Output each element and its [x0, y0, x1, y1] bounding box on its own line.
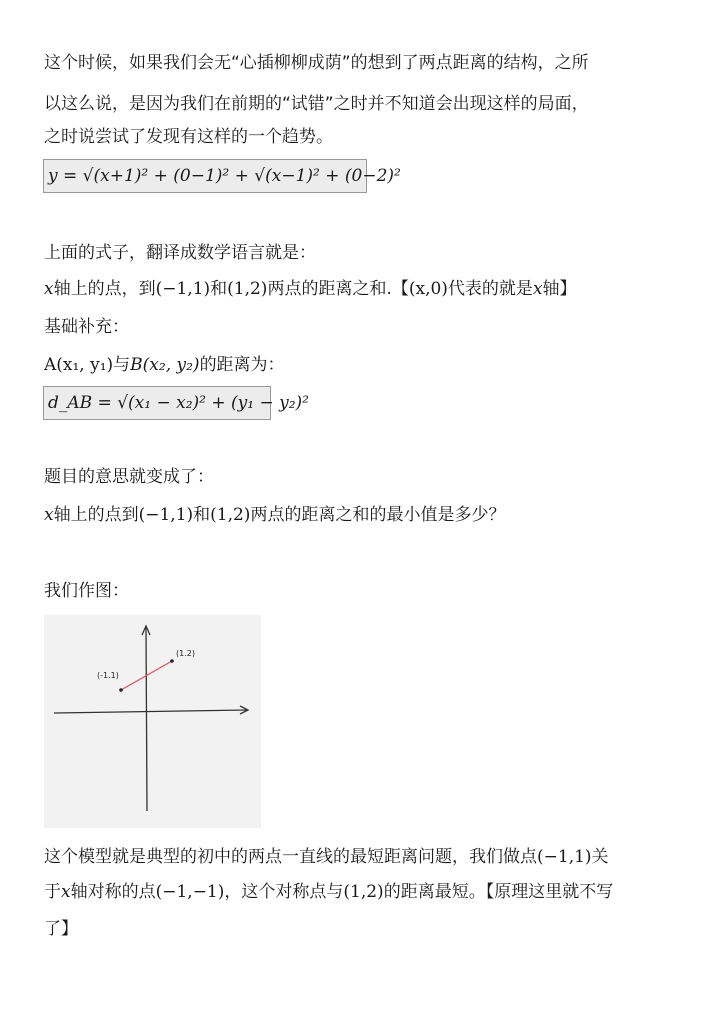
- text-span: ，这个对称点与: [224, 882, 344, 902]
- text-span: 和: [210, 279, 228, 299]
- text-span: 轴上的点到: [53, 505, 139, 525]
- math-x: x: [44, 279, 54, 299]
- formula-distance: [43, 386, 309, 420]
- math-point: (−1,1): [138, 505, 194, 525]
- text-span: 关: [591, 847, 609, 867]
- point-b: [170, 659, 174, 663]
- hand-drawn-graph: [44, 615, 261, 828]
- graph-svg: [44, 615, 261, 828]
- math-point-a: A(x₁, y₁): [44, 355, 114, 375]
- math-point: (1,2): [227, 279, 268, 299]
- text-span: 于: [44, 882, 61, 902]
- text-line: 这个时候，如果我们会无“心插柳柳成荫”的想到了两点距离的结构，之所: [44, 53, 589, 73]
- text-line: 之时说尝试了发现有这样的一个趋势。: [44, 127, 333, 147]
- math-x: x: [61, 882, 71, 902]
- text-span: 两点的距离之和的最小值是多少？: [250, 505, 506, 525]
- formula-distance-sum: [43, 159, 401, 193]
- point-a: [119, 688, 123, 692]
- text-line: [44, 500, 505, 531]
- math-point-b: B(x₂, y₂): [130, 355, 200, 375]
- text-line: [44, 350, 285, 381]
- text-line: 我们作图：: [44, 581, 129, 601]
- point-b-label: (1.2): [176, 649, 195, 658]
- math-point: (−1,1): [537, 847, 592, 867]
- text-line: [44, 877, 613, 908]
- text-span: 代表的就是: [447, 279, 533, 299]
- point-a-label: (-1.1): [97, 671, 119, 680]
- math-point: (−1,−1): [155, 882, 225, 902]
- text-span: 的距离最短。【原理这里就不写: [383, 882, 614, 902]
- math-x: x: [532, 279, 543, 299]
- math-point: (x,0): [408, 279, 448, 299]
- text-line: [44, 274, 577, 305]
- text-span: 与: [113, 355, 131, 375]
- text-span: 和: [193, 505, 211, 525]
- text-span: 这个模型就是典型的初中的两点一直线的最短距离问题，我们做点: [44, 847, 537, 867]
- x-axis: [54, 710, 247, 713]
- text-line: 题目的意思就变成了：: [44, 467, 214, 487]
- text-span: 的距离为：: [199, 355, 285, 375]
- text-span: 轴对称的点: [70, 882, 156, 902]
- math-point: (1,2): [210, 505, 251, 525]
- text-line: 基础补充：: [44, 317, 129, 337]
- formula-text: d_AB = √(x₁ − x₂)² + (y₁ − y₂)²: [48, 393, 309, 413]
- math-point: (−1,1): [155, 279, 211, 299]
- formula-text: y = √(x+1)² + (0−1)² + √(x−1)² + (0−2)²: [48, 166, 401, 186]
- text-line: 上面的式子，翻译成数学语言就是：: [44, 243, 316, 263]
- text-span: 轴】: [542, 279, 577, 299]
- text-line: [44, 842, 609, 873]
- math-point: (1,2): [343, 882, 384, 902]
- text-span: 两点的距离之和.【: [267, 279, 409, 299]
- text-line: 以这么说，是因为我们在前期的“试错”之时并不知道会出现这样的局面，: [44, 94, 589, 114]
- text-line: 了】: [44, 919, 78, 939]
- y-axis: [146, 627, 147, 811]
- text-span: 轴上的点，到: [53, 279, 156, 299]
- math-x: x: [44, 505, 54, 525]
